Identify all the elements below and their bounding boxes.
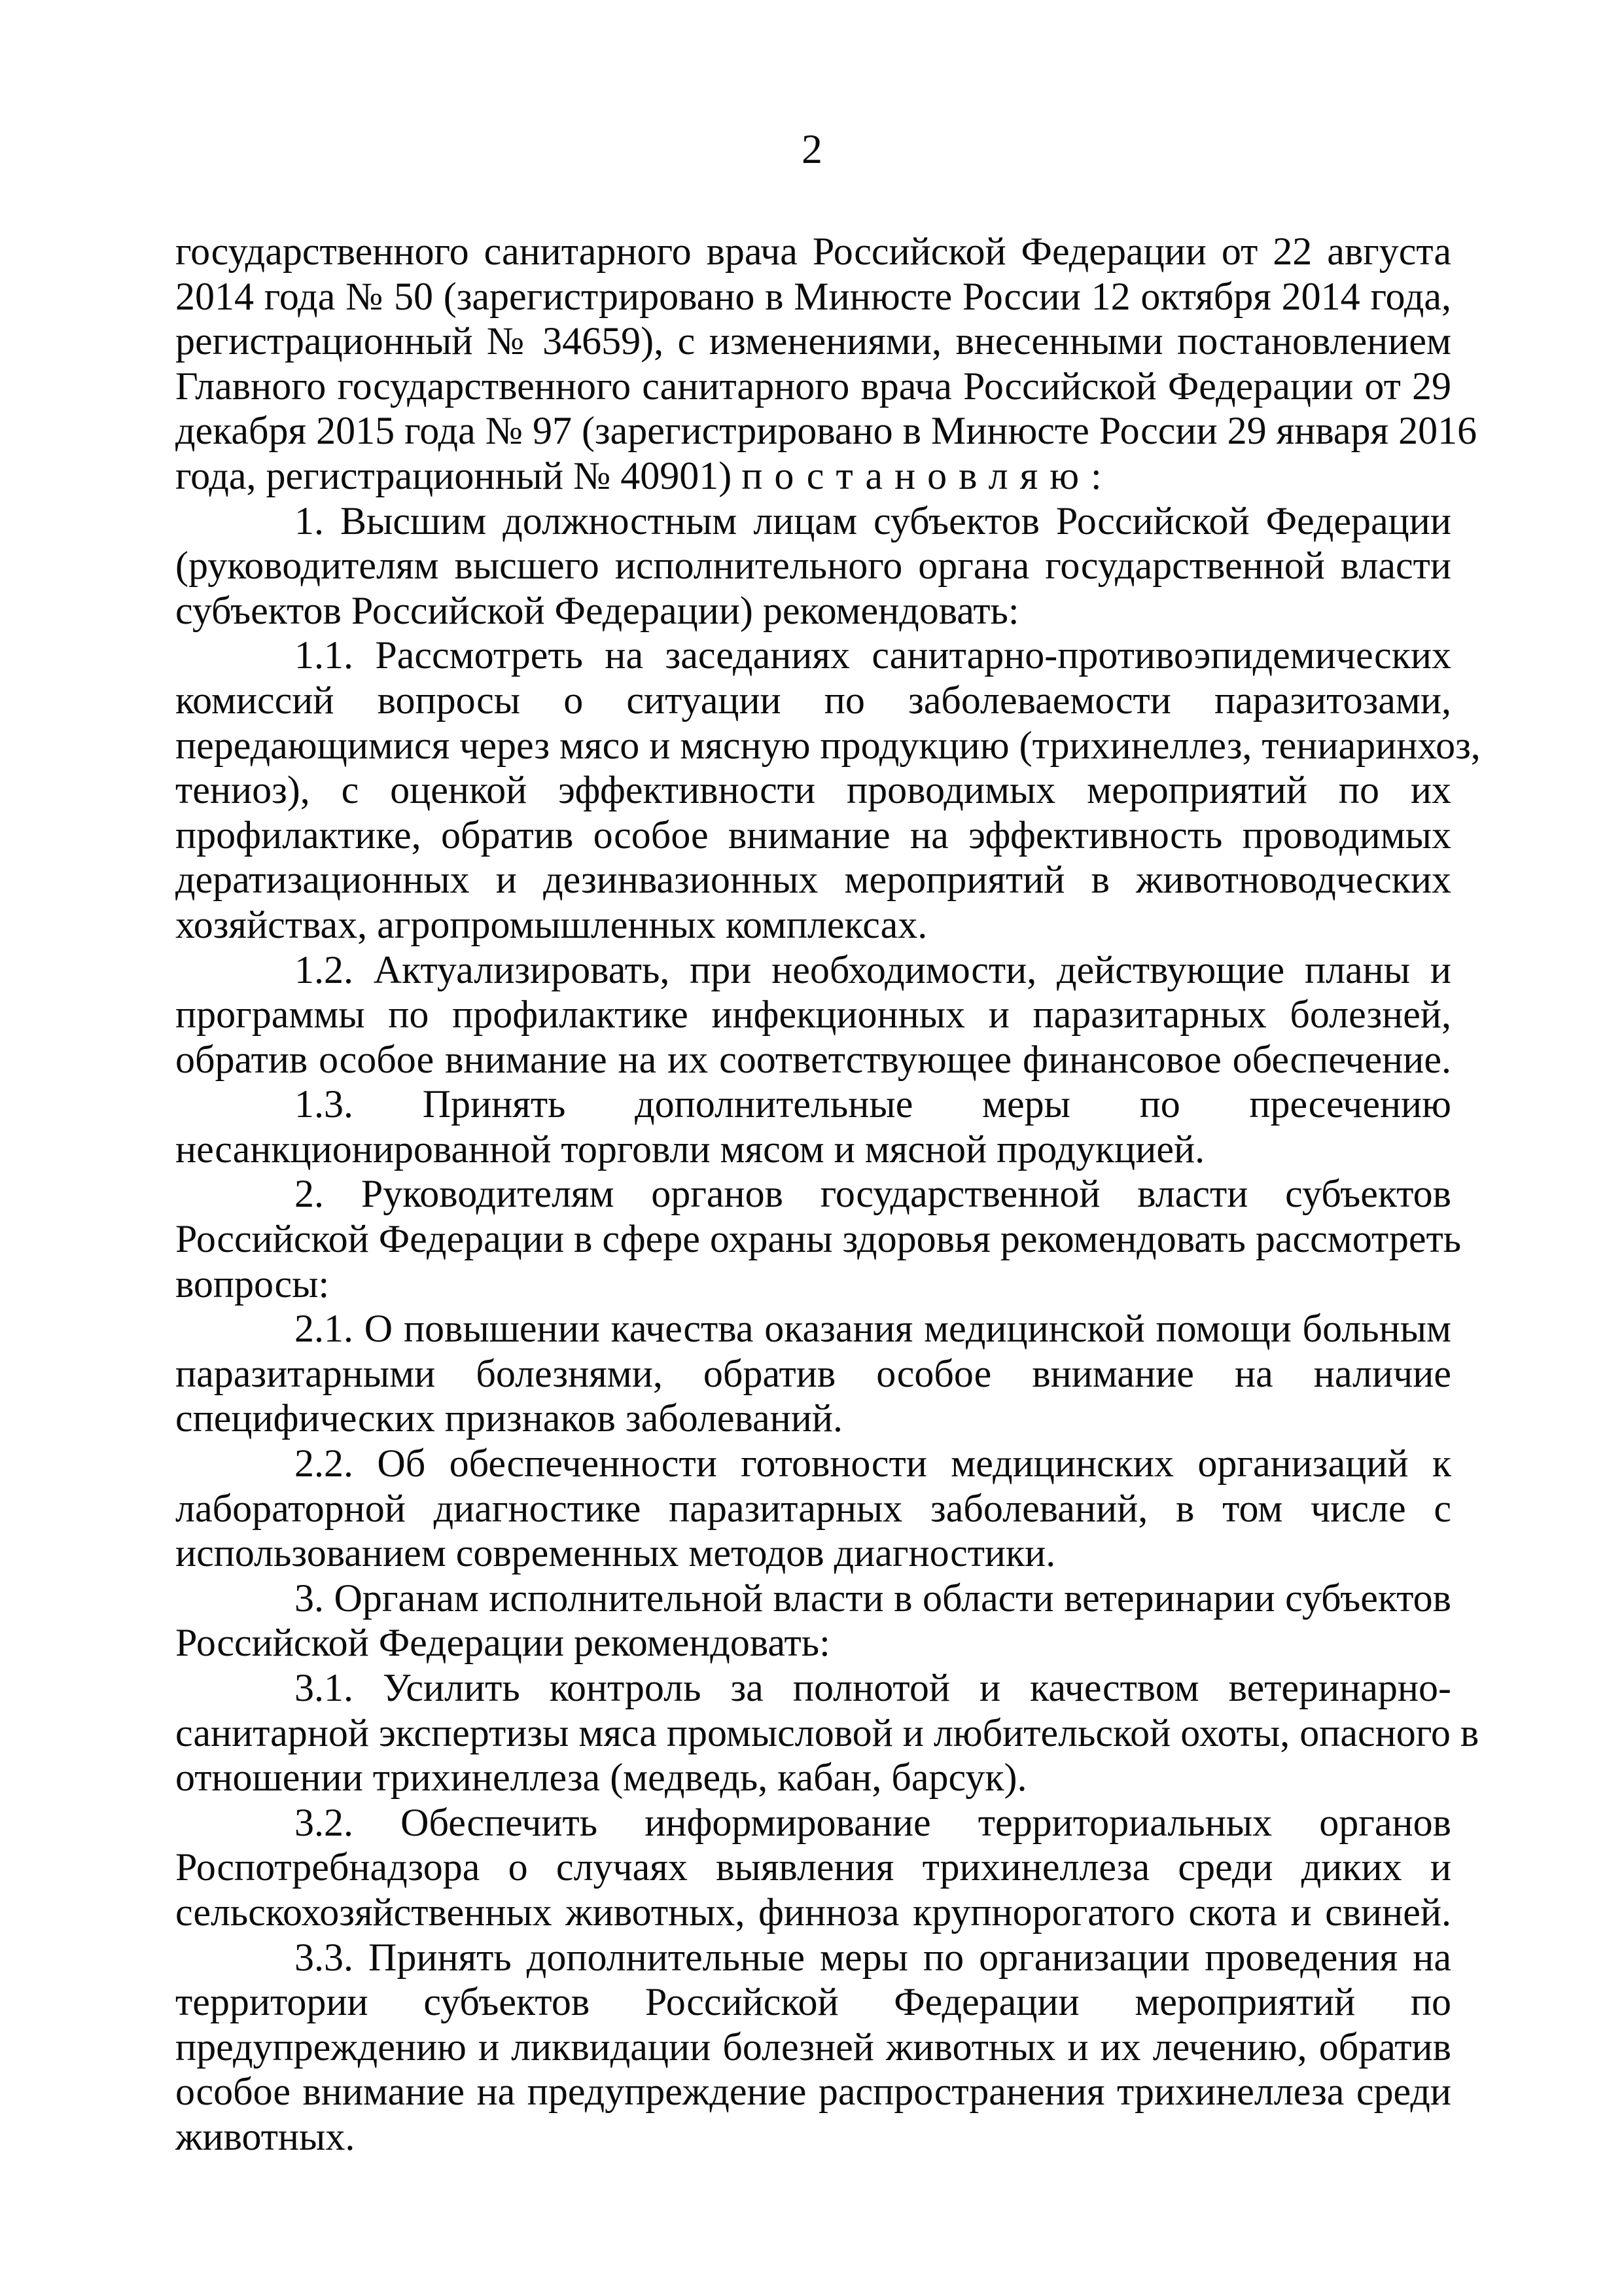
text-line-content: 2014 года № 50 (зарегистрировано в Минюсте России 12 октября 2014 года, [175, 274, 1451, 318]
text-line [175, 2025, 1451, 2070]
text-line-content: несанкционированной торговли мясом и мясной продукцией. [175, 1127, 1205, 1171]
text-line [175, 1665, 1451, 1711]
text-line-content: Российской Федерации в сфере охраны здоровья рекомендовать рассмотреть [175, 1217, 1462, 1261]
text-line-content: территории субъектов Российской Федерации мероприятий по [175, 1980, 1451, 2024]
text-line [175, 588, 1451, 633]
text-line-content: года, регистрационный № 40901) [175, 454, 742, 497]
text-line-content: Российской Федерации рекомендовать: [175, 1621, 830, 1665]
text-line [175, 857, 1451, 902]
text-line [175, 543, 1451, 588]
text-line [175, 1441, 1451, 1486]
text-line-content: сельскохозяйственных животных, финноза крупнорогатого скота и свиней. [175, 1890, 1451, 1934]
text-line-content: 3.2. Обеспечить информирование территориальных органов [294, 1800, 1451, 1844]
text-line [175, 1217, 1462, 1262]
text-line [175, 1845, 1451, 1890]
text-line-content: отношении трихинеллеза (медведь, кабан, барсук). [175, 1756, 1027, 1800]
text-line-content: 1.1. Рассмотреть на заседаниях санитарно-противоэпидемических [294, 633, 1451, 677]
text-line [175, 902, 1451, 948]
text-line [175, 2069, 1451, 2114]
text-line [175, 992, 1451, 1037]
text-line-content: (руководителям высшего исполнительного органа государственной власти [175, 544, 1451, 588]
text-line [175, 1531, 1451, 1576]
text-line [175, 499, 1451, 544]
text-line [175, 1396, 1451, 1441]
text-line-content: вопросы: [175, 1262, 330, 1306]
text-line-content: комиссий вопросы о ситуации по заболеваемости паразитозами, [175, 678, 1451, 722]
text-line [175, 768, 1451, 813]
text-line [175, 948, 1451, 993]
text-line-content: Роспотребнадзора о случаях выявления трихинеллеза среди диких и [175, 1845, 1451, 1889]
text-line-content: 2.1. О повышении качества оказания медицинской помощи больным [294, 1307, 1451, 1351]
text-line-content: животных. [175, 2114, 355, 2158]
text-line-content: профилактике, обратив особое внимание на эффективность проводимых [175, 813, 1451, 857]
text-line [175, 1935, 1451, 1980]
text-line [175, 1351, 1451, 1397]
text-line-content: использованием современных методов диагностики. [175, 1531, 1056, 1575]
text-line [175, 274, 1451, 319]
text-line [175, 813, 1451, 858]
text-line-content: дератизационных и дезинвазионных мероприятий в животноводческих [175, 858, 1451, 902]
text-line [175, 1486, 1451, 1531]
text-line [175, 1082, 1451, 1127]
text-line-content: государственного санитарного врача Российской Федерации от 22 августа [175, 230, 1451, 273]
text-line [175, 1711, 1479, 1756]
text-line-content: 1. Высшим должностным лицам субъектов Российской Федерации [294, 499, 1451, 543]
text-line [175, 678, 1451, 723]
text-line [175, 633, 1451, 678]
text-line-content: лабораторной диагностике паразитарных заболеваний, в том числе с [175, 1486, 1451, 1530]
text-line-content: программы по профилактике инфекционных и паразитарных болезней, [175, 993, 1451, 1037]
text-line-content: 3. Органам исполнительной власти в области ветеринарии субъектов [294, 1576, 1451, 1620]
text-line [175, 319, 1451, 364]
text-line [175, 408, 1477, 454]
document-body [175, 229, 1481, 2160]
text-line-content: тениоз), с оценкой эффективности проводимых мероприятий по их [175, 768, 1451, 812]
text-line [175, 1127, 1451, 1172]
text-line [175, 1890, 1451, 1935]
text-line [175, 1171, 1451, 1217]
text-line-content: Главного государственного санитарного врача Российской Федерации от 29 [175, 364, 1451, 408]
text-line-content: предупреждению и ликвидации болезней животных и их лечению, обратив [175, 2025, 1451, 2069]
text-line-content: 3.3. Принять дополнительные меры по организации проведения на [294, 1935, 1451, 1979]
text-line-content: паразитарными болезнями, обратив особое внимание на наличие [175, 1351, 1451, 1395]
text-line-content: субъектов Российской Федерации) рекомендовать: [175, 588, 1019, 632]
text-line-content: санитарной экспертизы мяса промысловой и любительской охоты, опасного в [175, 1711, 1479, 1754]
text-line [175, 1980, 1451, 2025]
text-line-content: обратив особое внимание на их соответствующее финансовое обеспечение. [175, 1037, 1451, 1081]
text-line-content: особое внимание на предупреждение распространения трихинеллеза среди [175, 2070, 1451, 2114]
text-line [175, 1576, 1451, 1621]
text-line-content: 3.1. Усилить контроль за полнотой и качеством ветеринарно- [294, 1666, 1451, 1709]
text-line-content: специфических признаков заболеваний. [175, 1397, 843, 1440]
text-line-content: 2. Руководителям органов государственной власти субъектов [294, 1172, 1451, 1216]
text-line [175, 1800, 1451, 1845]
text-line-content: регистрационный № 34659), с изменениями, внесенными постановлением [175, 319, 1451, 363]
text-line-content: передающимися через мясо и мясную продукцию (трихинеллез, тениаринхоз, [175, 723, 1481, 767]
text-line [175, 1262, 1451, 1307]
text-line [175, 364, 1451, 409]
text-line [175, 1306, 1451, 1351]
text-line [175, 229, 1451, 274]
text-line-content: 1.3. Принять дополнительные меры по пресечению [294, 1082, 1451, 1126]
resolution-word: постановляю: [741, 454, 1114, 497]
page-number: 2 [802, 126, 822, 172]
text-line [175, 454, 1451, 499]
text-line [175, 2114, 1451, 2160]
text-line-content: декабря 2015 года № 97 (зарегистрировано в Минюсте России 29 января 2016 [175, 409, 1477, 453]
text-line [175, 1755, 1451, 1800]
text-line-content: 1.2. Актуализировать, при необходимости, действующие планы и [294, 948, 1451, 991]
text-line [175, 1037, 1451, 1082]
text-line [175, 1620, 1451, 1665]
text-line-content: хозяйствах, агропромышленных комплексах. [175, 902, 928, 946]
text-line [175, 723, 1481, 768]
text-line-content: 2.2. Об обеспеченности готовности медицинских организаций к [294, 1442, 1451, 1486]
